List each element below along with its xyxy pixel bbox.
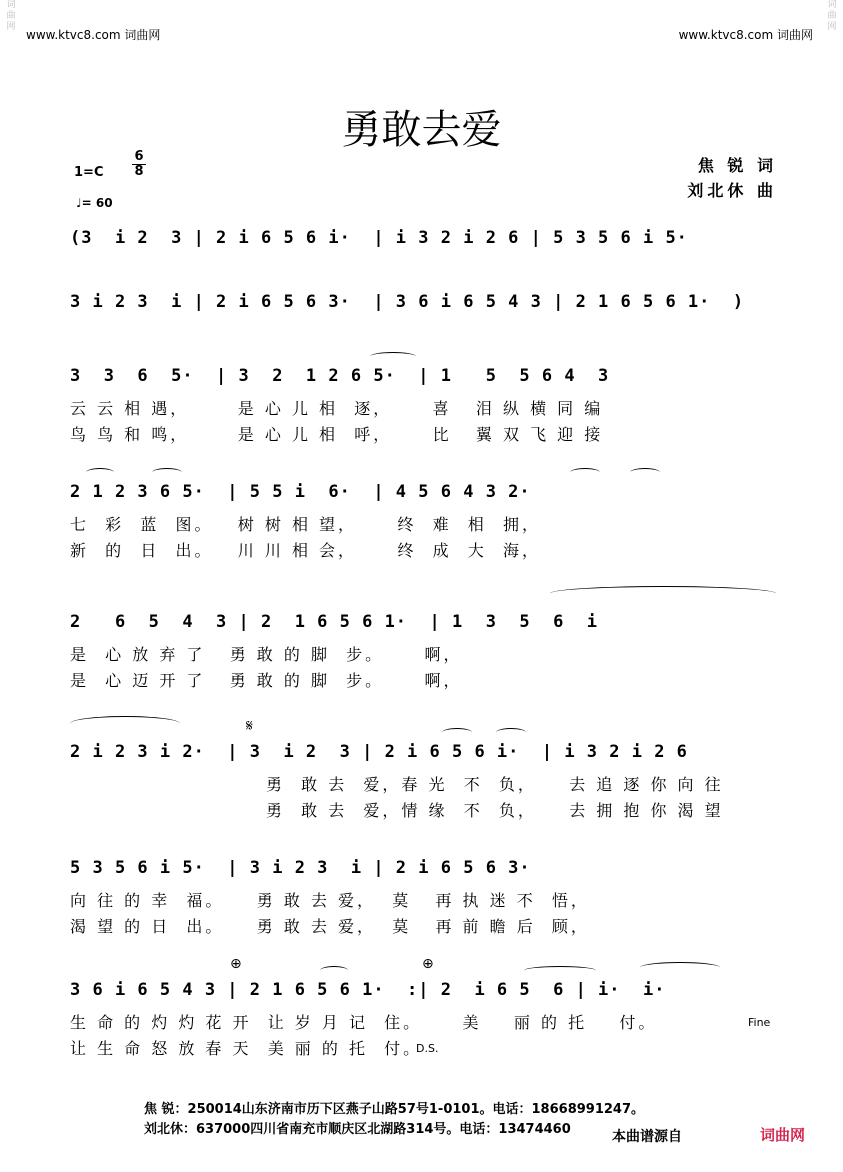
slur [442,728,472,737]
header-right[interactable]: www.ktvc8.com 词曲网 [678,28,813,42]
header-left[interactable]: www.ktvc8.com 词曲网 [26,28,161,42]
lyric-verse-1: 是 心 放 弃 了 勇 敢 的 脚 步。 啊， [70,645,463,664]
lyric-verse-1: 生 命 的 灼 灼 花 开 让 岁 月 记 住。 美 丽 的 托 付。 [70,1013,658,1032]
coda-sign: ⊕ [230,956,242,972]
slur [524,966,596,975]
notation: 2 6 5 4 3 | 2 1 6 5 6 1· | 1 3 5 6 i [70,612,599,632]
slur [320,966,348,975]
time-sig-bottom: 8 [134,164,144,179]
slur [86,468,114,477]
notes-row [70,482,776,508]
key-signature: 1=C [74,165,104,180]
lyric-verse-2: 是 心 迈 开 了 勇 敢 的 脚 步。 啊， [70,671,463,690]
site-logo[interactable]: 词曲网 [760,1126,806,1144]
watermark-right: 词 曲 网 [827,0,837,32]
notes-row [70,980,776,1006]
source-label: 本曲谱源自 [612,1129,682,1145]
tempo-marking: ♩= 60 [76,196,113,210]
slur [152,468,182,477]
lyric-verse-2: 渴 望 的 日 出。 勇 敢 去 爱， 莫 再 前 瞻 后 顾， [70,917,590,936]
song-title: 勇敢去爱 [341,107,502,153]
time-sig-top: 6 [134,149,144,164]
notation: (3 i 2 3 | 2 i 6 5 6 i· | i 3 2 i 2 6 | 5 3 5 6 i 5· [70,228,688,248]
notes-row [70,366,776,392]
notes-row [70,612,776,638]
tie [550,586,776,601]
tie [640,962,720,973]
notation: 2 1 2 3 6 5· | 5 5 i 6· | 4 5 6 4 3 2· [70,482,531,502]
notes-row [70,742,776,768]
footer-line-2: 刘北休：637000四川省南充市顺庆区北湖路314号。电话：13474460 [144,1122,571,1137]
notation: 5 3 5 6 i 5· | 3 i 2 3 i | 2 i 6 5 6 3· [70,858,531,878]
lyric-verse-2: 勇 敢 去 爱，情 缘 不 负， 去 拥 抱 你 渴 望 [266,801,724,820]
lyric-verse-2: 鸟 鸟 和 鸣， 是 心 儿 相 呼， 比 翼 双 飞 迎 接 [70,425,604,444]
notation: 3 6 i 6 5 4 3 | 2 1 6 5 6 1· :| 2 i 6 5 6 | i· i· [70,980,666,1000]
slur [570,468,600,477]
notes-row [70,858,776,884]
ds-mark: D.S. [416,1042,439,1055]
lyricist-credit: 焦 锐 词 [697,156,777,175]
composer-credit: 刘北休 曲 [687,181,777,200]
lyric-verse-1: 云 云 相 遇， 是 心 儿 相 逐， 喜 泪 纵 横 同 编 [70,399,604,418]
slur [630,468,660,477]
lyric-verse-1: 七 彩 蓝 图。 树 树 相 望， 终 难 相 拥， [70,515,541,534]
notes-row [70,292,776,318]
notation: 2 i 2 3 i 2· | 3 i 2 3 | 2 i 6 5 6 i· | i 3 2 i 2 6 [70,742,688,762]
notation: 3 i 2 3 i | 2 i 6 5 6 3· | 3 6 i 6 5 4 3 | 2 1 6 5 6 1· ) [70,292,745,312]
lyric-verse-2: 新 的 日 出。 川 川 相 会， 终 成 大 海， [70,541,541,560]
notation: 3 3 6 5· | 3 2 1 2 6 5· | 1 5 5 6 4 3 [70,366,610,386]
segno-sign: 𝄋 [246,716,253,735]
lyric-verse-2: 让 生 命 怒 放 春 天 美 丽 的 托 付。 [70,1039,423,1058]
notes-row [70,228,776,254]
lyric-verse-1: 向 往 的 幸 福。 勇 敢 去 爱， 莫 再 执 迷 不 悟， [70,891,590,910]
slur [370,352,416,361]
coda-sign: ⊕ [422,956,434,972]
lyric-verse-1: 勇 敢 去 爱，春 光 不 负， 去 追 逐 你 向 往 [266,775,724,794]
slur [496,728,526,737]
watermark-left: 词 曲 网 [6,0,16,32]
time-signature [132,150,146,179]
fine-mark: Fine [748,1016,771,1029]
tie [70,716,180,731]
footer-line-1: 焦 锐：250014山东济南市历下区燕子山路57号1-0101。电话：18668991247。 [144,1102,645,1117]
